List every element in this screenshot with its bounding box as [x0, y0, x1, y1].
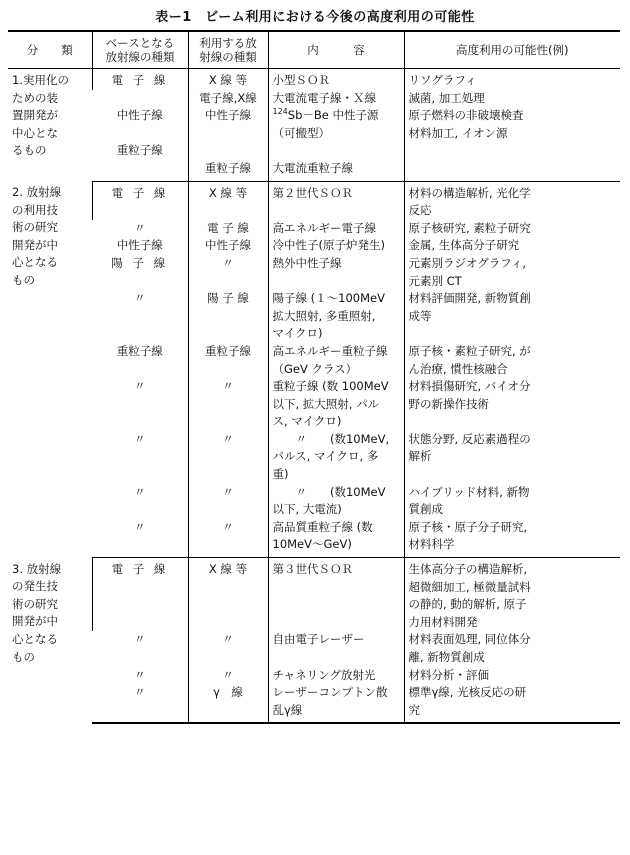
used-radiation-cell: 〃: [188, 484, 268, 519]
isotope-mass-number: 124: [272, 107, 288, 117]
table-row: [8, 90, 620, 108]
used-radiation-cell: 〃: [188, 431, 268, 484]
content-cell: [268, 519, 404, 558]
content-text: 大電流電子線・Ｘ線: [272, 90, 376, 105]
content-text: 〃 (数10MeV 以下, 大電流): [272, 484, 386, 517]
used-radiation-cell: 中性子線: [188, 107, 268, 142]
used-radiation-cell: 〃: [188, 519, 268, 558]
content-cell: [268, 290, 404, 343]
content-cell: [268, 484, 404, 519]
content-cell: [268, 90, 404, 108]
used-radiation-cell: X 線 等: [188, 69, 268, 90]
content-cell: [268, 69, 404, 90]
base-radiation-cell: 重粒子線: [92, 142, 188, 181]
content-text: 冷中性子(原子炉発生): [272, 238, 385, 253]
base-radiation-cell: 〃: [134, 379, 146, 394]
possibility-cell: 原子核・素粒子研究, が ん治療, 慣性核融合: [404, 343, 620, 378]
content-text: 小型ＳＯＲ: [272, 73, 330, 87]
table-body: [8, 69, 620, 724]
table-row: [8, 220, 620, 238]
table-row: [8, 290, 620, 343]
used-radiation-cell: 重粒子線: [188, 343, 268, 378]
possibility-cell: 状態分野, 反応素過程の 解析: [404, 431, 620, 484]
content-cell: [268, 220, 404, 238]
possibility-cell: 材料分析・評価: [404, 667, 620, 685]
content-text: レーザーコンプトン散 乱γ線: [272, 685, 388, 717]
possibility-cell: 原子核・原子分子研究, 材料科学: [404, 519, 620, 558]
used-radiation-cell: 電 子 線: [188, 220, 268, 238]
base-radiation-cell: 中性子線: [116, 108, 163, 123]
content-text: チャネリング放射光: [272, 667, 376, 682]
content-cell: [268, 631, 404, 666]
used-radiation-cell: 重粒子線: [188, 142, 268, 181]
header-content: 内 容: [268, 31, 404, 69]
content-cell: [268, 237, 404, 255]
beam-utilization-table: [8, 30, 620, 724]
base-radiation-cell: 〃: [134, 484, 146, 499]
category-cell: 1.実用化の ための装 置開発が 中心とな るもの: [12, 73, 69, 158]
header-category: 分 類: [8, 31, 92, 69]
used-radiation-cell: 中性子線: [188, 237, 268, 255]
possibility-cell: 滅菌, 加工処理: [404, 90, 620, 108]
content-text: 高エネルギー重粒子線 （GeV クラス）: [272, 343, 388, 376]
used-radiation-cell: 陽 子 線: [188, 290, 268, 343]
content-cell: [268, 142, 404, 181]
base-radiation-cell: 〃: [92, 519, 188, 558]
content-cell: [268, 107, 404, 142]
table-row: [8, 378, 620, 431]
content-text: 第３世代ＳＯＲ: [272, 562, 353, 577]
possibility-cell: 生体高分子の構造解析, 超微細加工, 極微量試料 の静的, 動的解析, 原子 力用材料開発: [404, 558, 620, 632]
content-cell: [268, 558, 404, 632]
base-radiation-cell: 中性子線: [116, 238, 163, 253]
table-row: [8, 667, 620, 685]
table-row: [8, 142, 620, 181]
used-radiation-cell: X 線 等: [188, 558, 268, 632]
possibility-cell: [404, 142, 620, 181]
content-text: 熱外中性子線: [272, 255, 342, 270]
used-radiation-cell: 〃: [188, 631, 268, 666]
possibility-cell: 材料損傷研究, バイオ分 野の新操作技術: [404, 378, 620, 431]
table-row: [8, 237, 620, 255]
possibility-cell: 材料の構造解析, 光化学 反応: [404, 181, 620, 220]
category-cell: 3. 放射線 の発生技 術の研究 開発が中 心となる もの: [12, 561, 62, 664]
header-possibility: 高度利用の可能性(例): [404, 31, 620, 69]
header-used-radiation: 利用する放 射線の種類: [188, 31, 268, 69]
header-base-radiation: ベースとなる 放射線の種類: [92, 31, 188, 69]
table-row: [8, 684, 620, 723]
base-radiation-cell: 〃: [92, 684, 188, 723]
content-text: 陽子線 (１～100MeV 拡大照射, 多重照射, マイクロ): [272, 291, 385, 341]
base-radiation-cell: 〃: [134, 667, 146, 682]
base-radiation-cell: 〃: [134, 632, 146, 647]
possibility-cell: ハイブリッド材料, 新物 質創成: [404, 484, 620, 519]
content-cell: [268, 343, 404, 378]
possibility-cell: 標準γ線, 光核反応の研 究: [404, 684, 620, 723]
possibility-cell: リソグラフィ: [404, 69, 620, 90]
content-text: 第２世代ＳＯＲ: [272, 185, 353, 200]
table-row: [8, 431, 620, 484]
table-row: [8, 181, 620, 220]
base-radiation-cell: 〃: [134, 291, 146, 306]
base-radiation-cell: 陽 子 線: [111, 255, 169, 270]
table-row: [8, 558, 620, 632]
base-radiation-cell: 重粒子線: [116, 343, 163, 358]
content-text: 高エネルギー電子線: [272, 220, 376, 235]
table-row: [8, 484, 620, 519]
content-cell: [268, 684, 404, 723]
base-radiation-cell: 〃: [134, 431, 146, 446]
used-radiation-cell: 電子線,X線: [188, 90, 268, 108]
used-radiation-cell: γ 線: [188, 684, 268, 723]
content-text: 〃 (数10MeV, パルス, マイクロ, 多 重): [272, 431, 390, 482]
content-cell: [268, 255, 404, 290]
base-radiation-cell: 電 子 線: [92, 69, 188, 90]
possibility-cell: 材料表面処理, 同位体分 離, 新物質創成: [404, 631, 620, 666]
possibility-cell: 金属, 生体高分子研究: [404, 237, 620, 255]
base-radiation-cell: 電 子 線: [92, 558, 188, 632]
base-radiation-cell: 電 子 線: [92, 181, 188, 220]
table-row: [8, 343, 620, 378]
possibility-cell: 原子核研究, 素粒子研究: [404, 220, 620, 238]
used-radiation-cell: 〃: [188, 255, 268, 290]
table-row: [8, 255, 620, 290]
content-text: 高品質重粒子線 (数 10MeV～GeV): [272, 519, 373, 552]
content-text: 重粒子線 (数 100MeV 以下, 拡大照射, パル ス, マイクロ): [272, 379, 389, 429]
base-radiation-cell: [92, 90, 188, 108]
used-radiation-cell: 〃: [188, 378, 268, 431]
table-header-row: [8, 31, 620, 69]
table-row: [8, 107, 620, 142]
content-text: Sb－Be 中性子源 （可搬型）: [272, 108, 379, 140]
table-title: 表ー1 ビーム利用における今後の高度利用の可能性: [155, 10, 475, 25]
used-radiation-cell: 〃: [188, 667, 268, 685]
content-cell: [268, 431, 404, 484]
possibility-cell: 材料評価開発, 新物質創 成等: [404, 290, 620, 343]
used-radiation-cell: X 線 等: [188, 181, 268, 220]
table-row: [8, 69, 620, 90]
content-cell: [268, 667, 404, 685]
content-cell: [268, 181, 404, 220]
table-row: [8, 519, 620, 558]
content-text: 大電流重粒子線: [272, 160, 353, 175]
table-row: [8, 631, 620, 666]
possibility-cell: 原子燃料の非破壊検査 材料加工, イオン源: [404, 107, 620, 142]
base-radiation-cell: 〃: [134, 220, 146, 235]
content-cell: [268, 378, 404, 431]
category-cell: 2. 放射線 の利用技 術の研究 開発が中 心となる もの: [12, 185, 62, 288]
possibility-cell: 元素別ラジオグラフィ, 元素別 CT: [404, 255, 620, 290]
content-text: 自由電子レーザー: [272, 632, 365, 647]
